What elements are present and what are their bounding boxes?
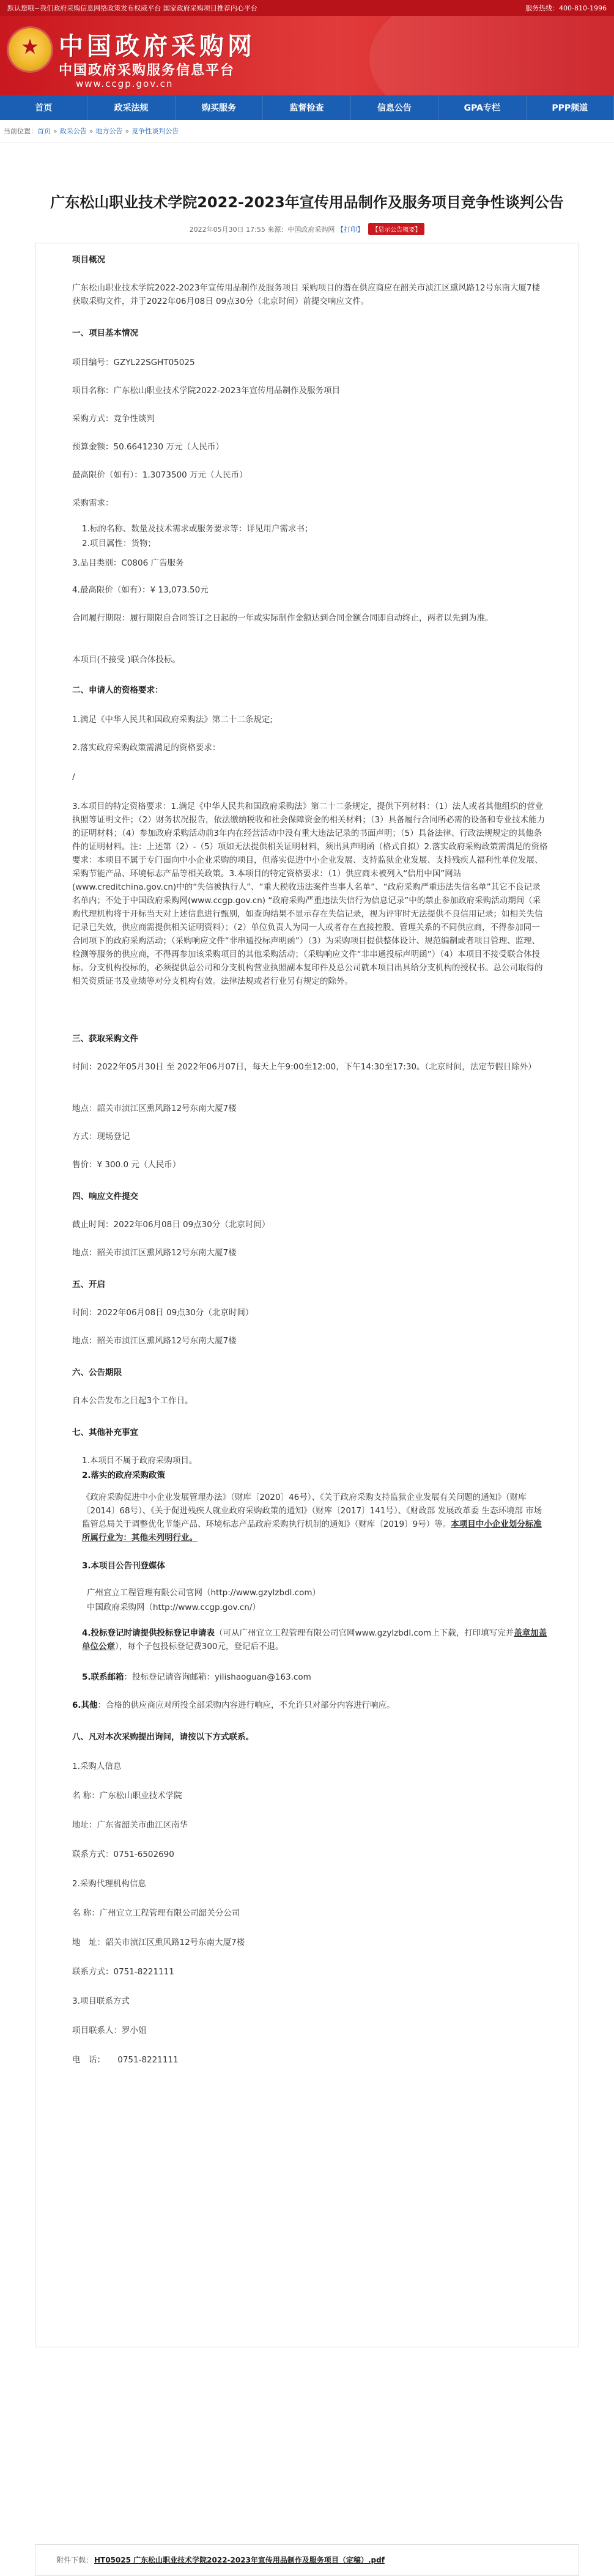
- max-price: 最高限价（如有）：1.3073500 万元（人民币）: [72, 470, 248, 480]
- opening-time: 时间：2022年06月08日 09点30分（北京时间）: [72, 1308, 254, 1318]
- purchaser-phone: 联系方式：0751-6502690: [72, 1850, 174, 1859]
- project-number: 项目编号：GZYL22SGHT05025: [72, 358, 195, 367]
- agency-heading: 2.采购代理机构信息: [72, 1879, 146, 1889]
- contact-email-text: ：投标登记请咨询邮箱：yilishaoguan@163.com: [124, 1672, 311, 1682]
- print-link[interactable]: 【打印】: [336, 226, 364, 234]
- registration-form-text: （可从广州宜立工程管理有限公司官网www.gzylzbdl.com上下载，打印填写完并: [215, 1628, 514, 1638]
- breadcrumb-separator: »: [125, 127, 130, 135]
- purchaser-heading: 1.采购人信息: [72, 1762, 122, 1771]
- banner-glow-decoration: [369, 16, 614, 95]
- media-agent-site[interactable]: 广州宜立工程管理有限公司官网（http://www.gzylzbdl.com）: [87, 1588, 321, 1598]
- breadcrumb-home[interactable]: 首页: [37, 127, 51, 135]
- article-meta: [20, 223, 594, 235]
- other-item-1: 1.本项目不属于政府采购项目。: [82, 1456, 198, 1466]
- nav-gpa[interactable]: GPA专栏: [438, 95, 526, 120]
- overview-heading: 项目概况: [72, 255, 105, 265]
- national-emblem-icon: [9, 28, 51, 71]
- project-contact-heading: 3.项目联系方式: [72, 1996, 130, 2006]
- consortium-note: 本项目(不接受 )联合体投标。: [72, 655, 180, 665]
- get-docs-place: 地点：韶关市浈江区熏风路12号东南大厦7楼: [72, 1104, 237, 1113]
- submission-deadline: 截止时间：2022年06月08日 09点30分（北京时间）: [72, 1220, 270, 1230]
- policy-list: 《政府采购促进中小企业发展管理办法》（财库〔2020〕46号）、《关于政府采购支持监狱企业发展有关问题的通知》（财库〔2014〕68号）、《关于促进残疾人就业政府采购政策的通知》（财库〔2017〕141号）、《财政部 发展改革委 生态环境部 市场监管总局关于调整优化节能产品、环境标志产品政府采购执行机制的通知》（财库〔2019〕9号）等。: [82, 1493, 542, 1529]
- announcement-period: 自本公告发布之日起3个工作日。: [72, 1396, 193, 1406]
- procurement-method: 采购方式：竞争性谈判: [72, 414, 155, 424]
- publish-date: 2022年05月30日 17:55: [189, 226, 265, 234]
- needs-heading: 采购需求：: [72, 498, 114, 508]
- budget-amount: 预算金额：50.6641230 万元（人民币）: [72, 442, 224, 452]
- nav-regulations[interactable]: 政采法规: [87, 95, 175, 120]
- qualification-1: 1.满足《中华人民共和国政府采购法》第二十二条规定;: [72, 715, 273, 725]
- seal-requirement: 盖章加盖单位公章: [82, 1628, 547, 1652]
- section-8-heading: 八、凡对本次采购提出询问，请按以下方式联系。: [72, 1732, 254, 1742]
- project-contact-phone: 电 话： 0751-8221111: [72, 2055, 179, 2065]
- registration-form-label: 4.投标登记时请提供投标登记申请表: [82, 1628, 215, 1638]
- breadcrumb-negotiation[interactable]: 竞争性谈判公告: [131, 127, 179, 135]
- purchaser-name: 名 称：广东松山职业技术学院: [72, 1791, 182, 1801]
- agency-name: 名 称：广州宜立工程管理有限公司韶关分公司: [72, 1908, 240, 1918]
- project-contact-person: 项目联系人：罗小姐: [72, 2026, 147, 2035]
- qualification-slash: /: [72, 772, 75, 782]
- get-docs-time: 时间：2022年05月30日 至 2022年06月07日，每天上午9:00至12:00，下午14:30至17:30。（北京时间，法定节假日除外）: [72, 1062, 536, 1072]
- nav-announcements[interactable]: 信息公告: [351, 95, 438, 120]
- breadcrumb-local[interactable]: 地方公告: [95, 127, 123, 135]
- main-nav: [0, 95, 614, 120]
- breadcrumb-separator: »: [53, 127, 57, 135]
- top-info-text: 默认您哦~我们政府采购信息网络政策发布权威平台 国家政府采购项目推荐内心平台: [7, 4, 257, 12]
- other-item-6: [72, 1699, 548, 1712]
- publish-source: 来源：中国政府采购网: [267, 226, 335, 234]
- site-url: www.ccgp.gov.cn: [76, 78, 174, 89]
- site-banner: [0, 16, 614, 95]
- nav-home[interactable]: 首页: [0, 95, 87, 120]
- needs-item-1: 1.标的名称、数量及技术需求或服务要求等：详见用户需求书；: [82, 524, 313, 534]
- article-main: [20, 142, 594, 2564]
- media-ccgp[interactable]: 中国政府采购网（http://www.ccgp.gov.cn/）: [87, 1603, 261, 1612]
- purchaser-address: 地址：广东省韶关市曲江区南华: [72, 1820, 188, 1830]
- submission-place: 地点：韶关市浈江区熏风路12号东南大厦7楼: [72, 1248, 237, 1258]
- agency-phone: 联系方式：0751-8221111: [72, 1967, 174, 1977]
- registration-fee-text: ），每个子包投标登记费300元，登记后不退。: [115, 1642, 284, 1652]
- industry-standard: 本项目中小企业划分标准所属行业为：其他未列明行业。: [82, 1519, 542, 1543]
- overview-text: 广东松山职业技术学院2022-2023年宣传用品制作及服务项目 采购项目的潜在供应商应在韶关市浈江区熏风路12号东南大厦7楼获取采购文件，并于2022年06月08日 09点30分（北京时间）前提交响应文件。: [72, 283, 541, 306]
- qualification-2: 2.落实政府采购政策需满足的资格要求：: [72, 743, 221, 753]
- breadcrumb-label: 当前位置：: [4, 127, 37, 135]
- site-title[interactable]: 中国政府采购网: [59, 32, 256, 61]
- other-item-2: 2.落实的政府采购政策: [82, 1471, 166, 1480]
- section-5-heading: 五、开启: [72, 1280, 105, 1290]
- contract-term: 合同履行期限：履行期限自合同签订之日起的一年或实际制作金额达到合同金额合同即自动终止，两者以先到为准。: [72, 613, 494, 623]
- needs-item-2: 2.项目属性：货物；: [82, 539, 156, 548]
- attachment-file-link[interactable]: HT05025 广东松山职业技术学院2022-2023年宣传用品制作及服务项目（定稿）.pdf: [94, 2556, 385, 2564]
- site-subtitle: 中国政府采购服务信息平台: [59, 63, 235, 78]
- section-3-heading: 三、获取采购文件: [72, 1034, 138, 1044]
- section-4-heading: 四、响应文件提交: [72, 1192, 138, 1201]
- opening-place: 地点：韶关市浈江区熏风路12号东南大厦7楼: [72, 1336, 237, 1346]
- contact-email-label: 5.联系邮箱: [82, 1672, 124, 1682]
- service-hotline: 服务热线：400-810-1996: [525, 4, 607, 12]
- other-item-3: 3.本项目公告刊登媒体: [82, 1561, 166, 1571]
- page-title: 广东松山职业技术学院2022-2023年宣传用品制作及服务项目竞争性谈判公告: [50, 194, 564, 211]
- needs-item-3: 3.品目类别：C0806 广告服务: [72, 558, 184, 568]
- agency-address: 地 址：韶关市浈江区熏风路12号东南大厦7楼: [72, 1938, 245, 1947]
- get-docs-method: 方式：现场登记: [72, 1132, 130, 1142]
- breadcrumb: [0, 120, 614, 142]
- article-body: [35, 243, 579, 2347]
- other-item-4: [82, 1626, 548, 1653]
- section-2-heading: 二、申请人的资格要求：: [72, 685, 163, 695]
- show-summary-button[interactable]: 【显示公告概要】: [368, 223, 424, 235]
- section-7-heading: 七、其他补充事宜: [72, 1428, 138, 1437]
- qualification-3: 3.本项目的特定资格要求：1.满足《中华人民共和国政府采购法》第二十二条规定，提供下列材料：（1）法人或者其他组织的营业执照等证明文件；（2）财务状况报告，依法缴纳税收和社会保障资金的相关材料；（3）具备履行合同所必需的设备和专业技术能力的证明材料；（4）参加政府采购活动前3年内在经营活动中没有重大违法记录的书面声明；（5）具备法律、行政法规规定的其他条件的证明材料。注：上述第（2）-（5）项如无法提供相关证明材料，须出具声明函（格式自拟）2.落实政府采购政策需满足的资格要求：本项目不属于专门面向中小企业采购的项目，但落实促进中小企业发展、支持监狱企业发展、支持残疾人福利性单位发展、采购节能产品、环境标志产品等相关政策。3.本项目的特定资格要求：（1）供应商未被列入“信用中国”网站(www.creditchina.gov.cn)中的“失信被执行人”、“重大税收违法案件当事人名单”、“政府采购严重违法失信名单”其它不良记录名单内；不处于中国政府采购网(www.ccgp.gov.cn) “政府采购严重违法失信行为信息记录”中的禁止参加政府采购活动期间（采购代理机构将于开标当天对上述信息进行甄别，如查询结果不显示存在失信记录，视为评审时无法提供不良信用记录；如相关失信记录已失效，供应商需提供相关证明资料）；（2）单位负责人为同一人或者存在直接控股、管理关系的不同供应商，不得参加同一合同项下的政府采购活动；（采购响应文件“非串通投标声明函”）（3）为采购项目提供整体设计、规范编制或者项目管理、监理、检测等服务的供应商，不得再参加该采购项目的其他采购活动；（采购响应文件“非串通投标声明函”）（4）本项目不接受联合体投标。分支机构投标的，必须提供总公司和分支机构营业执照副本复印件及总公司就本项目出具给分支机构的授权书。总公司取得的相关资质证书及业绩等对分支机构有效。法律法规或者行业另有规定的除外。: [72, 802, 548, 986]
- nav-supervision[interactable]: 监督检查: [263, 95, 350, 120]
- nav-ppp[interactable]: PPP频道: [527, 95, 614, 120]
- policy-text: [82, 1491, 548, 1544]
- top-info-bar: [0, 0, 614, 16]
- other-item-5: [82, 1670, 548, 1684]
- other-text: ：合格的供应商应对所投全部采购内容进行响应，不允许只对部分内容进行响应。: [97, 1700, 395, 1710]
- other-label: 6.其他: [72, 1700, 98, 1710]
- breadcrumb-separator: »: [89, 127, 94, 135]
- section-1-heading: 一、项目基本情况: [72, 328, 138, 338]
- nav-purchase-services[interactable]: 购买服务: [176, 95, 263, 120]
- section-6-heading: 六、公告期限: [72, 1368, 122, 1378]
- breadcrumb-announcements[interactable]: 政采公告: [59, 127, 87, 135]
- needs-item-4: 4.最高限价（如有）：¥ 13,073.50元: [72, 585, 209, 595]
- get-docs-price: 售价：¥ 300.0 元（人民币）: [72, 1160, 181, 1170]
- project-name: 项目名称：广东松山职业技术学院2022-2023年宣传用品制作及服务项目: [72, 386, 341, 396]
- attachment-box: [35, 2544, 579, 2576]
- attachment-label: 附件下载：: [56, 2556, 94, 2564]
